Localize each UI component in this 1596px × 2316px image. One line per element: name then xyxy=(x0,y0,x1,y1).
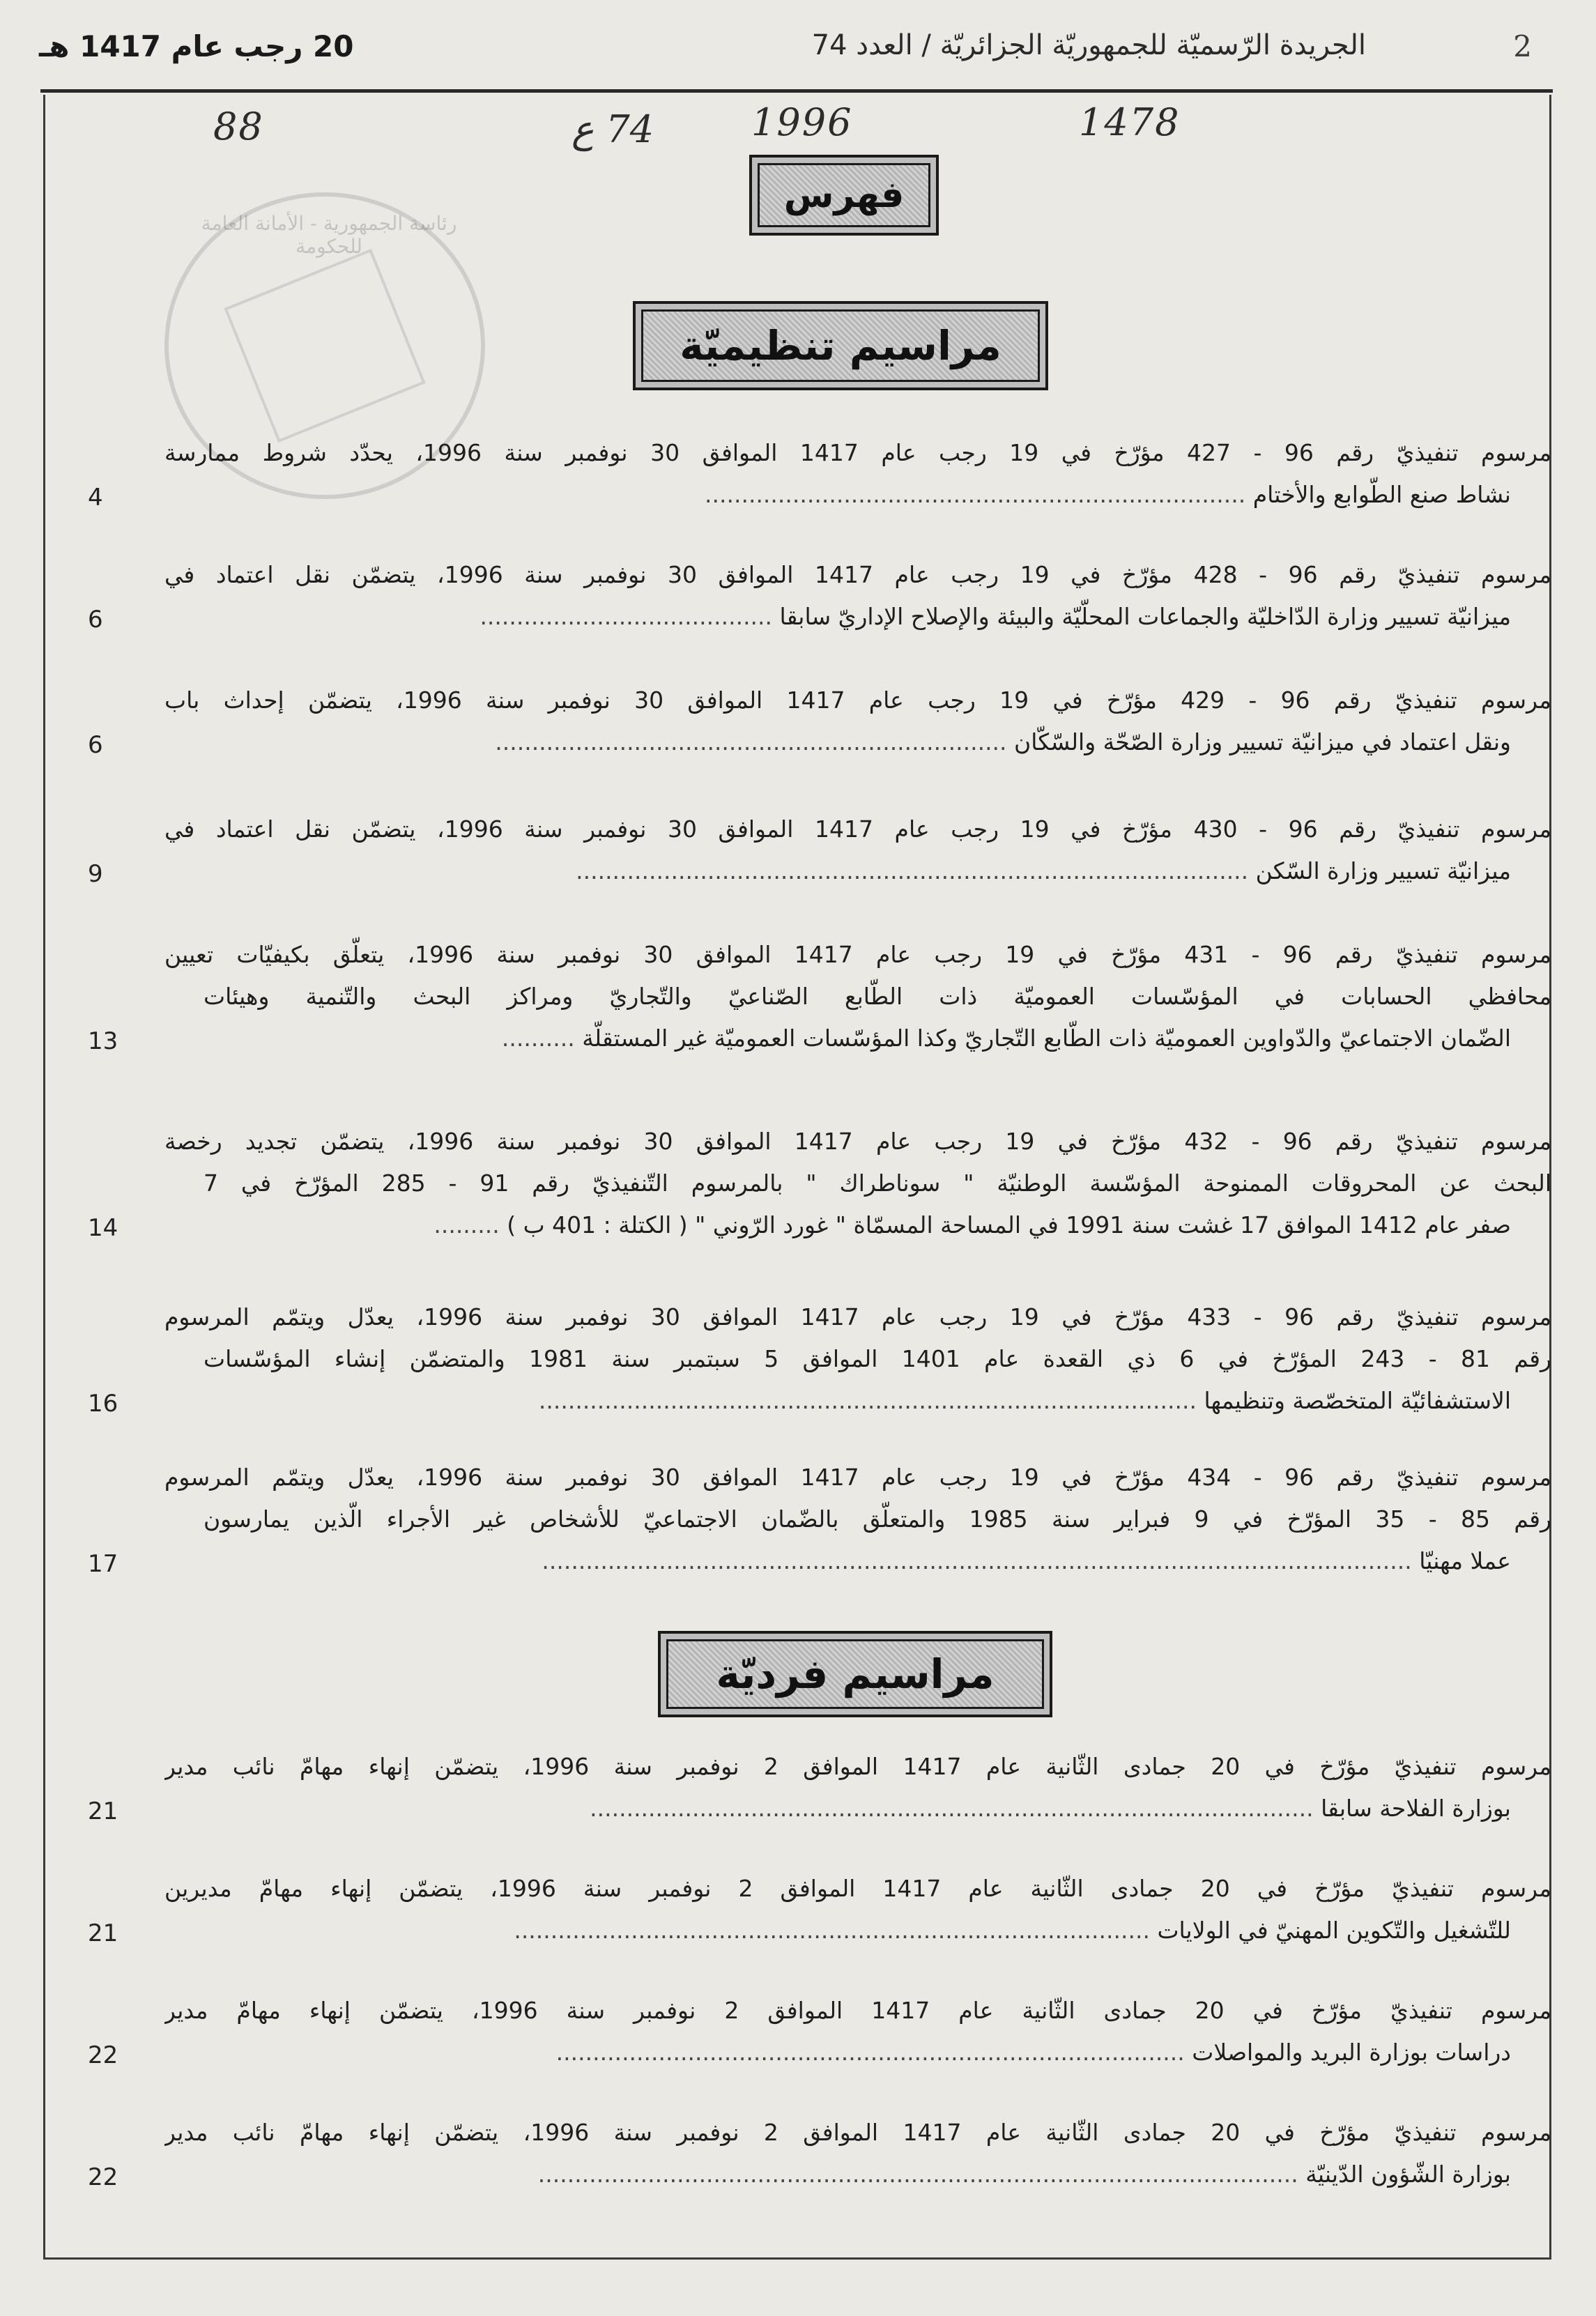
entry-text-line xyxy=(204,850,1551,892)
entry-text-line xyxy=(204,2154,1551,2195)
entry-text-line xyxy=(204,721,1551,763)
entry-text: مرسوم تنفيذيّ رقم 96 - 429 مؤرّخ في 19 رجب عام 1417 الموافق 30 نوفمبر سنة 1996، يتضمّن إحداث باب xyxy=(164,687,1551,714)
entry-text: مرسوم تنفيذيّ مؤرّخ في 20 جمادى الثّانية عام 1417 الموافق 2 نوفمبر سنة 1996، يتضمّن إنهاء مهامّ مديرين xyxy=(164,1875,1551,1902)
entry-text: ميزانيّة تسيير وزارة الدّاخليّة والجماعات المحلّيّة والبيئة والإصلاح الإداريّ سابقا xyxy=(779,603,1511,630)
handwritten-note: 74 ع xyxy=(571,107,654,151)
entry-text-line xyxy=(204,1498,1551,1540)
leader-dots: .......................................................................... xyxy=(705,481,1253,508)
entry-text-line xyxy=(204,596,1551,638)
stamp-text: رئاسة الجمهورية - الأمانة العامة للحكومة xyxy=(201,212,457,258)
page-reference[interactable]: 22 xyxy=(88,2041,118,2069)
stamp-inner-square xyxy=(224,249,425,443)
toc-entry xyxy=(77,1121,1551,1246)
toc-entry xyxy=(77,934,1551,1059)
entry-text-line xyxy=(204,2032,1551,2073)
entry-text-line xyxy=(164,554,1551,596)
entry-text-line xyxy=(164,1990,1551,2032)
entry-text-line xyxy=(204,1018,1551,1059)
leader-dots: ...................................................................................... xyxy=(555,2039,1192,2066)
entry-text: بوزارة الشّؤون الدّينيّة xyxy=(1305,2161,1511,2188)
entry-text: مرسوم تنفيذيّ مؤرّخ في 20 جمادى الثّانية عام 1417 الموافق 2 نوفمبر سنة 1996، يتضمّن إنهاء مهامّ نائب مدير xyxy=(164,2119,1551,2146)
entry-text: ميزانيّة تسيير وزارة السّكن xyxy=(1255,857,1511,884)
entry-text-line xyxy=(164,680,1551,721)
entry-text-line xyxy=(164,808,1551,850)
running-header xyxy=(0,20,1596,96)
regulatory-decrees-label: مراسيم تنظيميّة xyxy=(641,309,1040,382)
entry-text-line xyxy=(204,474,1551,516)
entry-text: مرسوم تنفيذيّ رقم 96 - 431 مؤرّخ في 19 رجب عام 1417 الموافق 30 نوفمبر سنة 1996، يتعلّق بكيفيّات تعيين xyxy=(164,941,1551,968)
handwritten-note: 88 xyxy=(213,105,264,148)
entry-text-line xyxy=(164,1121,1551,1163)
page-reference[interactable]: 17 xyxy=(88,1550,118,1578)
entry-text-line xyxy=(164,432,1551,474)
entry-text-line xyxy=(164,1296,1551,1338)
entry-text-line xyxy=(164,1457,1551,1498)
toc-entry xyxy=(77,1296,1551,1422)
entry-text: مرسوم تنفيذيّ مؤرّخ في 20 جمادى الثّانية عام 1417 الموافق 2 نوفمبر سنة 1996، يتضمّن إنهاء مهامّ نائب مدير xyxy=(164,1753,1551,1780)
leader-dots: .......................................................................................... xyxy=(538,1387,1204,1414)
entry-text: نشاط صنع الطّوابع والأختام xyxy=(1252,481,1511,508)
entry-text-line xyxy=(204,1788,1551,1830)
toc-entry xyxy=(77,2112,1551,2195)
journal-title: الجريدة الرّسميّة للجمهوريّة الجزائريّة / العدد 74 xyxy=(811,29,1366,61)
page-reference[interactable]: 6 xyxy=(88,606,103,634)
leader-dots: ....................................................................................................................... xyxy=(542,1547,1420,1574)
page-reference[interactable]: 9 xyxy=(88,860,103,888)
entry-text-line xyxy=(164,1868,1551,1910)
individual-decrees-label: مراسيم فرديّة xyxy=(666,1639,1044,1709)
entry-text: محافظي الحسابات في المؤسّسات العموميّة ذات الطّابع الصّناعيّ والتّجاريّ ومراكز البحث والتّنمية وهيئات xyxy=(204,983,1551,1010)
entry-text: للتّشغيل والتّكوين المهنيّ في الولايات xyxy=(1157,1917,1511,1944)
entry-text: رقم 81 - 243 المؤرّخ في 6 ذي القعدة عام 1401 الموافق 5 سبتمبر سنة 1981 والمتضمّن إنشاء المؤسّسات xyxy=(204,1345,1551,1372)
page-reference[interactable]: 14 xyxy=(88,1214,118,1242)
issue-date: 20 رجب عام 1417 هـ xyxy=(39,29,354,63)
leader-dots: ............................................................................................ xyxy=(576,857,1256,884)
toc-entry xyxy=(77,554,1551,638)
individual-decrees-heading xyxy=(658,1631,1052,1717)
entry-text-line xyxy=(204,1380,1551,1422)
leader-dots: ...................................................................... xyxy=(495,728,1015,756)
entry-text-line xyxy=(164,1746,1551,1788)
page-reference[interactable]: 16 xyxy=(88,1390,118,1418)
regulatory-decrees-heading xyxy=(633,301,1048,390)
entry-text: ونقل اعتماد في ميزانيّة تسيير وزارة الصّحّة والسّكّان xyxy=(1014,728,1511,756)
entry-text: مرسوم تنفيذيّ رقم 96 - 428 مؤرّخ في 19 رجب عام 1417 الموافق 30 نوفمبر سنة 1996، يتضمّن نقل اعتماد في xyxy=(164,561,1551,588)
entry-text-line xyxy=(164,2112,1551,2154)
leader-dots: .......... xyxy=(501,1025,583,1052)
entry-text-line xyxy=(204,976,1551,1018)
toc-entry xyxy=(77,1457,1551,1582)
entry-text: بوزارة الفلاحة سابقا xyxy=(1321,1795,1511,1822)
index-heading xyxy=(749,155,939,236)
entry-text: مرسوم تنفيذيّ رقم 96 - 433 مؤرّخ في 19 رجب عام 1417 الموافق 30 نوفمبر سنة 1996، يعدّل ويتمّم المرسوم xyxy=(164,1303,1551,1330)
toc-entry xyxy=(77,432,1551,516)
entry-text: دراسات بوزارة البريد والمواصلات xyxy=(1192,2039,1511,2066)
entry-text: عملا مهنيّا xyxy=(1419,1547,1511,1574)
entry-text: رقم 85 - 35 المؤرّخ في 9 فبراير سنة 1985 والمتعلّق بالضّمان الاجتماعيّ للأشخاص غير الأجراء الّذين يمارسون xyxy=(204,1505,1551,1533)
leader-dots: ........................................................................................................ xyxy=(537,2161,1306,2188)
page-reference[interactable]: 13 xyxy=(88,1027,118,1055)
entry-text: صفر عام 1412 الموافق 17 غشت سنة 1991 في المساحة المسمّاة " غورد الرّوني " ( الكتلة : 401 ب ) xyxy=(507,1211,1511,1238)
toc-entry xyxy=(77,1746,1551,1830)
entry-text: مرسوم تنفيذيّ رقم 96 - 432 مؤرّخ في 19 رجب عام 1417 الموافق 30 نوفمبر سنة 1996، يتضمّن تجديد رخصة xyxy=(164,1128,1551,1155)
index-heading-label: فهرس xyxy=(758,163,930,227)
page-reference[interactable]: 4 xyxy=(88,484,103,512)
leader-dots: ......... xyxy=(433,1211,507,1238)
leader-dots: ........................................ xyxy=(479,603,780,630)
entry-text: مرسوم تنفيذيّ رقم 96 - 434 مؤرّخ في 19 رجب عام 1417 الموافق 30 نوفمبر سنة 1996، يعدّل ويتمّم المرسوم xyxy=(164,1464,1551,1491)
entry-text-line xyxy=(204,1338,1551,1380)
handwritten-note: 1996 xyxy=(751,100,853,144)
handwritten-note: 1478 xyxy=(1079,100,1181,144)
page-number: 2 xyxy=(1513,29,1532,63)
entry-text-line xyxy=(204,1163,1551,1204)
leader-dots: ................................................................................................... xyxy=(590,1795,1321,1822)
toc-entry xyxy=(77,1868,1551,1951)
toc-entry xyxy=(77,680,1551,763)
leader-dots: ....................................................................................... xyxy=(514,1917,1158,1944)
page-reference[interactable]: 22 xyxy=(88,2163,118,2191)
entry-text: مرسوم تنفيذيّ رقم 96 - 430 مؤرّخ في 19 رجب عام 1417 الموافق 30 نوفمبر سنة 1996، يتضمّن نقل اعتماد في xyxy=(164,815,1551,843)
page-reference[interactable]: 6 xyxy=(88,731,103,759)
entry-text-line xyxy=(204,1540,1551,1582)
header-rule xyxy=(40,89,1553,93)
entry-text-line xyxy=(204,1204,1551,1246)
entry-text: الضّمان الاجتماعيّ والدّواوين العموميّة ذات الطّابع التّجاريّ وكذا المؤسّسات العموميّة غير المستقلّة xyxy=(582,1025,1511,1052)
toc-entry xyxy=(77,1990,1551,2073)
entry-text: مرسوم تنفيذيّ مؤرّخ في 20 جمادى الثّانية عام 1417 الموافق 2 نوفمبر سنة 1996، يتضمّن إنهاء مهامّ مدير xyxy=(164,1997,1551,2024)
entry-text: البحث عن المحروقات الممنوحة المؤسّسة الوطنيّة " سوناطراك " بالمرسوم التّنفيذيّ رقم 91 - 285 المؤرّخ في 7 xyxy=(204,1169,1551,1197)
entry-text: الاستشفائيّة المتخصّصة وتنظيمها xyxy=(1204,1387,1511,1414)
toc-entry xyxy=(77,808,1551,892)
entry-text: مرسوم تنفيذيّ رقم 96 - 427 مؤرّخ في 19 رجب عام 1417 الموافق 30 نوفمبر سنة 1996، يحدّد شروط ممارسة xyxy=(164,439,1551,466)
entry-text-line xyxy=(164,934,1551,976)
page-reference[interactable]: 21 xyxy=(88,1797,118,1825)
entry-text-line xyxy=(204,1910,1551,1951)
page-reference[interactable]: 21 xyxy=(88,1919,118,1947)
